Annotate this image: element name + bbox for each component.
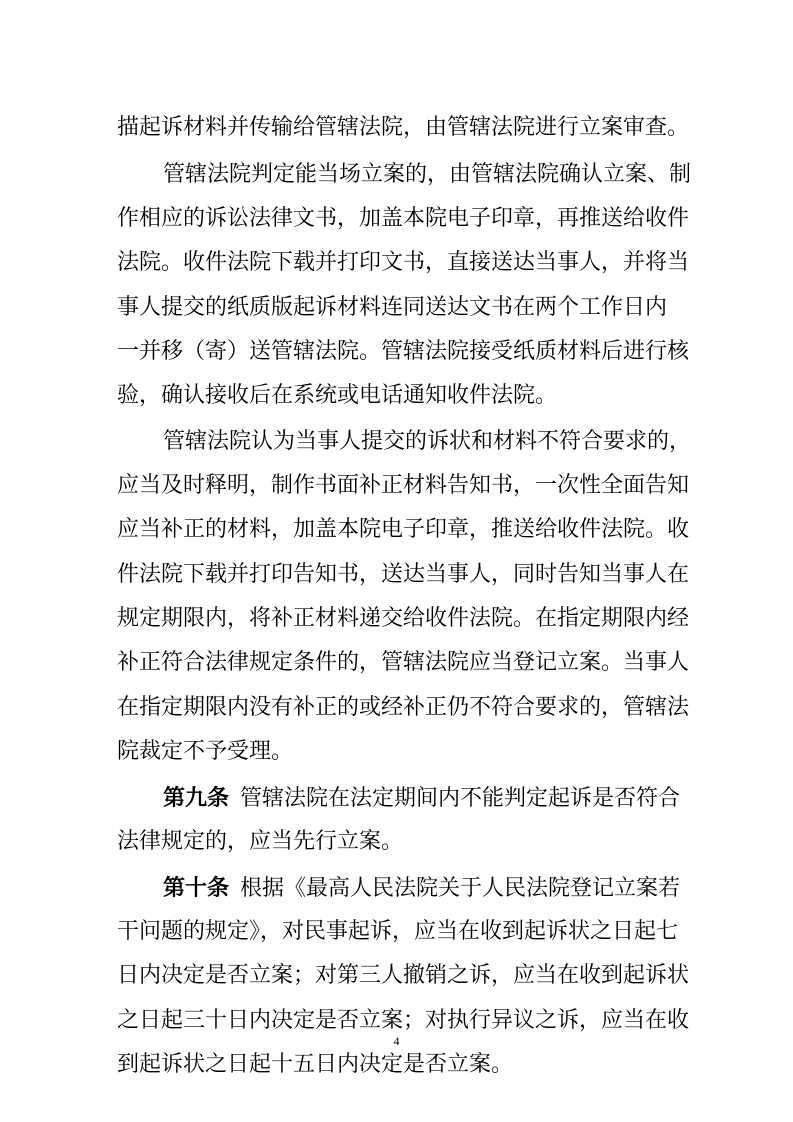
paragraph-line: 补正符合法律规定条件的，管辖法院应当登记立案。当事人 xyxy=(117,650,690,675)
paragraph-line: 件法院下载并打印告知书，送达当事人，同时告知当事人在 xyxy=(117,562,690,587)
page-number: 4 xyxy=(393,1034,400,1048)
paragraph-line: 描起诉材料并传输给管辖法院，由管辖法院进行立案审查。 xyxy=(117,115,690,140)
article-9-heading: 第九条 xyxy=(163,785,230,811)
paragraph-line: 规定期限内，将补正材料递交给收件法院。在指定期限内经 xyxy=(117,606,690,631)
paragraph-line: 之日起三十日内决定是否立案；对执行异议之诉，应当在收 xyxy=(117,1008,690,1033)
paragraph-line: 日内决定是否立案；对第三人撤销之诉，应当在收到起诉状 xyxy=(117,963,690,988)
paragraph-line: 法律规定的，应当先行立案。 xyxy=(117,829,404,854)
article-9-line xyxy=(163,783,680,813)
paragraph-line: 管辖法院判定能当场立案的，由管辖法院确认立案、制 xyxy=(163,162,692,187)
paragraph-line: 验，确认接收后在系统或电话通知收件法院。 xyxy=(117,383,558,408)
paragraph-line: 院裁定不予受理。 xyxy=(117,739,294,764)
paragraph-line: 事人提交的纸质版起诉材料连同送达文书在两个工作日内 xyxy=(117,295,668,320)
paragraph-line: 应当及时释明，制作书面补正材料告知书，一次性全面告知 xyxy=(117,473,690,498)
article-10-line xyxy=(163,873,680,903)
article-10-heading: 第十条 xyxy=(163,875,230,901)
paragraph-line: 一并移（寄）送管辖法院。管辖法院接受纸质材料后进行核 xyxy=(117,339,690,364)
article-10-text: 根据《最高人民法院关于人民法院登记立案若 xyxy=(240,876,681,901)
paragraph-line: 作相应的诉讼法律文书，加盖本院电子印章，再推送给收件 xyxy=(117,206,690,231)
paragraph-line: 到起诉状之日起十五日内决定是否立案。 xyxy=(117,1052,514,1077)
paragraph-line: 在指定期限内没有补正的或经补正仍不符合要求的，管辖法 xyxy=(117,695,690,720)
paragraph-line: 法院。收件法院下载并打印文书，直接送达当事人，并将当 xyxy=(117,250,690,275)
article-9-text: 管辖法院在法定期间内不能判定起诉是否符合 xyxy=(240,786,681,811)
paragraph-line: 应当补正的材料，加盖本院电子印章，推送给收件法院。收 xyxy=(117,517,690,542)
paragraph-line: 管辖法院认为当事人提交的诉状和材料不符合要求的， xyxy=(163,429,692,454)
paragraph-line: 干问题的规定》，对民事起诉，应当在收到起诉状之日起七 xyxy=(117,919,679,944)
